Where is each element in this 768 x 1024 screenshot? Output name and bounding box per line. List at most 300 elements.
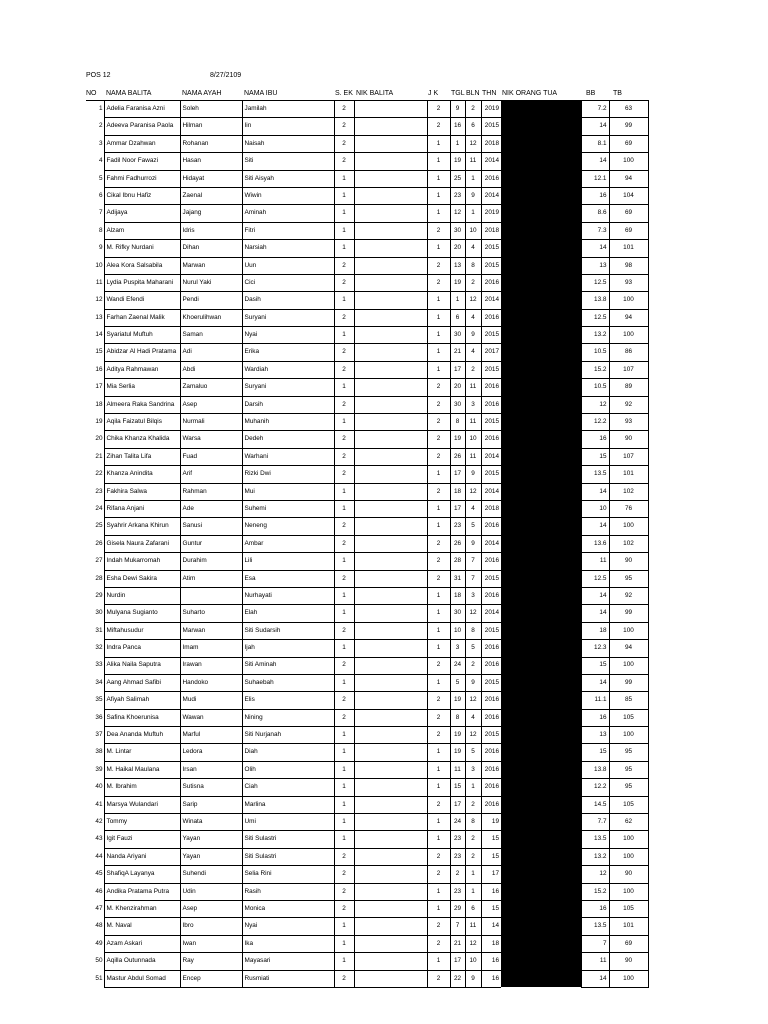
- nama-ibu: Mayasari: [242, 953, 334, 970]
- table-row: [86, 674, 648, 691]
- jk: 2: [427, 448, 450, 465]
- jk: 1: [427, 953, 450, 970]
- nik-orang-tua-redacted: [501, 796, 581, 813]
- sek: 1: [334, 187, 354, 204]
- nama-balita: Mastur Abdul Somad: [104, 970, 180, 987]
- thn: 2014: [481, 448, 501, 465]
- nama-ibu: Suhaebah: [242, 674, 334, 691]
- nama-ibu: Nining: [242, 709, 334, 726]
- thn: 2016: [481, 779, 501, 796]
- row-no: 51: [95, 974, 103, 982]
- tgl: 24: [450, 814, 465, 831]
- nik-balita: [354, 187, 427, 204]
- bln: 5: [465, 518, 481, 535]
- bln: 1: [465, 883, 481, 900]
- nama-balita: M. Ibrahim: [104, 779, 180, 796]
- nik-balita: [354, 431, 427, 448]
- nama-ibu: Nyai: [242, 918, 334, 935]
- bb: 14: [581, 483, 609, 500]
- row-no: 17: [95, 383, 103, 391]
- tb: 69: [609, 935, 648, 952]
- tb: 102: [609, 483, 648, 500]
- nama-balita: Andika Pratama Putra: [104, 883, 180, 900]
- nama-balita: Aang Ahmad Safibi: [104, 674, 180, 691]
- sek: 1: [334, 587, 354, 604]
- sek: 1: [334, 744, 354, 761]
- row-no: 39: [95, 765, 103, 773]
- nama-balita: Wandi Efendi: [104, 292, 180, 309]
- tb: 94: [609, 309, 648, 326]
- nik-orang-tua-redacted: [501, 814, 581, 831]
- bln: 9: [465, 970, 481, 987]
- nama-ibu: Jamilah: [242, 101, 334, 118]
- bln: 6: [465, 118, 481, 135]
- nama-ayah: Dihan: [180, 240, 242, 257]
- nama-ayah: Wawan: [180, 709, 242, 726]
- nik-balita: [354, 605, 427, 622]
- nama-balita: Syariatul Muftuh: [104, 327, 180, 344]
- thn: 2017: [481, 344, 501, 361]
- row-no: 19: [95, 418, 103, 426]
- nama-balita: Zihan Talita Lifa: [104, 448, 180, 465]
- sek: 1: [334, 292, 354, 309]
- thn: 2015: [481, 361, 501, 378]
- thn: 2016: [481, 709, 501, 726]
- tb: 107: [609, 361, 648, 378]
- table-row: [86, 796, 648, 813]
- nama-ibu: Rusmiati: [242, 970, 334, 987]
- tgl: 2: [450, 866, 465, 883]
- thn: 15: [481, 848, 501, 865]
- row-no: 26: [95, 539, 103, 547]
- table-row: [86, 500, 648, 517]
- bb: 14: [581, 153, 609, 170]
- bb: 8.1: [581, 135, 609, 152]
- table-row: [86, 414, 648, 431]
- nik-balita: [354, 935, 427, 952]
- thn: 2015: [481, 570, 501, 587]
- nama-ayah: Mudi: [180, 692, 242, 709]
- nama-balita: Tommy: [104, 814, 180, 831]
- bln: 2: [465, 361, 481, 378]
- row-no: 27: [95, 557, 103, 565]
- nama-balita: Chika Khanza Khalida: [104, 431, 180, 448]
- nama-ayah: Marwan: [180, 622, 242, 639]
- bln: 4: [465, 309, 481, 326]
- nama-balita: M. Lintar: [104, 744, 180, 761]
- nama-ayah: Zaenal: [180, 187, 242, 204]
- nik-orang-tua-redacted: [501, 622, 581, 639]
- nama-ayah: Irsan: [180, 761, 242, 778]
- nama-ayah: Hilman: [180, 118, 242, 135]
- nama-ayah: Sarip: [180, 796, 242, 813]
- nama-ibu: Suryani: [242, 309, 334, 326]
- nik-orang-tua-redacted: [501, 848, 581, 865]
- nama-ibu: Suryani: [242, 379, 334, 396]
- nama-balita: Miftahusudur: [104, 622, 180, 639]
- bb: 14: [581, 605, 609, 622]
- nik-balita: [354, 848, 427, 865]
- tgl: 28: [450, 553, 465, 570]
- bln: 11: [465, 918, 481, 935]
- nama-ayah: Yayan: [180, 848, 242, 865]
- nama-balita: Cikal Ibnu Hafiz: [104, 187, 180, 204]
- bb: 16: [581, 900, 609, 917]
- tb: 94: [609, 640, 648, 657]
- nama-balita: ShafiqA Layanya: [104, 866, 180, 883]
- tgl: 24: [450, 657, 465, 674]
- bb: 14: [581, 240, 609, 257]
- bb: 10: [581, 500, 609, 517]
- table-row: [86, 361, 648, 378]
- nama-balita: Adelia Faranisa Azni: [104, 101, 180, 118]
- nik-balita: [354, 587, 427, 604]
- nik-orang-tua-redacted: [501, 883, 581, 900]
- bb: 7.2: [581, 101, 609, 118]
- bln: 5: [465, 640, 481, 657]
- nik-orang-tua-redacted: [501, 779, 581, 796]
- jk: 2: [427, 848, 450, 865]
- nama-ibu: Siti Aisyah: [242, 170, 334, 187]
- sek: 1: [334, 640, 354, 657]
- nik-orang-tua-redacted: [501, 274, 581, 291]
- tb: 101: [609, 240, 648, 257]
- nik-orang-tua-redacted: [501, 674, 581, 691]
- row-no: 45: [95, 870, 103, 878]
- bb: 13: [581, 727, 609, 744]
- jk: 1: [427, 240, 450, 257]
- sek: 1: [334, 379, 354, 396]
- row-no: 12: [95, 296, 103, 304]
- jk: 2: [427, 414, 450, 431]
- tb: 62: [609, 814, 648, 831]
- thn: 2016: [481, 587, 501, 604]
- sek: 2: [334, 535, 354, 552]
- row-no: 33: [95, 661, 103, 669]
- jk: 1: [427, 640, 450, 657]
- nama-ibu: Dedeh: [242, 431, 334, 448]
- nama-ibu: Iin: [242, 118, 334, 135]
- row-no: 10: [95, 261, 103, 269]
- nama-ibu: Umi: [242, 814, 334, 831]
- bb: 18: [581, 622, 609, 639]
- tb: 94: [609, 170, 648, 187]
- bb: 13.6: [581, 535, 609, 552]
- nama-balita: Adijaya: [104, 205, 180, 222]
- thn: 2018: [481, 135, 501, 152]
- nik-balita: [354, 674, 427, 691]
- nik-orang-tua-redacted: [501, 170, 581, 187]
- table-row: [86, 657, 648, 674]
- tb: 102: [609, 535, 648, 552]
- bb: 11: [581, 953, 609, 970]
- nik-orang-tua-redacted: [501, 727, 581, 744]
- nama-ayah: Asep: [180, 396, 242, 413]
- nik-orang-tua-redacted: [501, 483, 581, 500]
- tb: 95: [609, 744, 648, 761]
- jk: 1: [427, 500, 450, 517]
- nama-balita: Marsya Wulandari: [104, 796, 180, 813]
- thn: 14: [481, 918, 501, 935]
- nama-ibu: Aminah: [242, 205, 334, 222]
- tb: 63: [609, 101, 648, 118]
- nik-balita: [354, 448, 427, 465]
- thn: 2018: [481, 222, 501, 239]
- jk: 1: [427, 900, 450, 917]
- tb: 101: [609, 918, 648, 935]
- row-no: 7: [98, 209, 103, 217]
- thn: 2015: [481, 466, 501, 483]
- nik-balita: [354, 361, 427, 378]
- bb: 14: [581, 518, 609, 535]
- tb: 105: [609, 900, 648, 917]
- thn: 2016: [481, 396, 501, 413]
- tgl: 13: [450, 257, 465, 274]
- tb: 90: [609, 953, 648, 970]
- bb: 15: [581, 744, 609, 761]
- nama-ayah: Fuad: [180, 448, 242, 465]
- nik-orang-tua-redacted: [501, 466, 581, 483]
- bln: 1: [465, 205, 481, 222]
- tgl: 9: [450, 101, 465, 118]
- nik-balita: [354, 500, 427, 517]
- tb: 100: [609, 970, 648, 987]
- row-no: 16: [95, 365, 103, 373]
- table-row: [86, 483, 648, 500]
- tgl: 26: [450, 448, 465, 465]
- tb: 100: [609, 657, 648, 674]
- nama-ayah: Soleh: [180, 101, 242, 118]
- thn: 15: [481, 900, 501, 917]
- nik-balita: [354, 466, 427, 483]
- nama-ibu: Siti: [242, 153, 334, 170]
- report-date: 8/27/2109: [210, 72, 242, 79]
- nik-balita: [354, 344, 427, 361]
- jk: 1: [427, 205, 450, 222]
- nama-ibu: Rizki Dwi: [242, 466, 334, 483]
- tb: 107: [609, 448, 648, 465]
- nama-ayah: Atim: [180, 570, 242, 587]
- thn: 2016: [481, 379, 501, 396]
- nama-balita: Aditya Rahmawan: [104, 361, 180, 378]
- bln: 2: [465, 796, 481, 813]
- nama-balita: M. Rifky Nurdani: [104, 240, 180, 257]
- nik-balita: [354, 883, 427, 900]
- thn: 2019: [481, 101, 501, 118]
- bln: 11: [465, 379, 481, 396]
- nama-balita: Dea Ananda Muftuh: [104, 727, 180, 744]
- tgl: 25: [450, 170, 465, 187]
- table-row: [86, 970, 648, 987]
- nik-balita: [354, 761, 427, 778]
- nama-ibu: Siti Aminah: [242, 657, 334, 674]
- bln: 6: [465, 900, 481, 917]
- jk: 1: [427, 327, 450, 344]
- nama-balita: Igit Fauzi: [104, 831, 180, 848]
- nik-orang-tua-redacted: [501, 970, 581, 987]
- tgl: 23: [450, 883, 465, 900]
- nik-balita: [354, 866, 427, 883]
- sek: 1: [334, 500, 354, 517]
- table-row: [86, 831, 648, 848]
- nama-ibu: Neneng: [242, 518, 334, 535]
- nik-orang-tua-redacted: [501, 831, 581, 848]
- nama-ibu: Muhanih: [242, 414, 334, 431]
- sek: 1: [334, 240, 354, 257]
- tb: 92: [609, 396, 648, 413]
- thn: 2015: [481, 257, 501, 274]
- bb: 14: [581, 587, 609, 604]
- col-header-jk: J K: [428, 90, 439, 97]
- thn: 17: [481, 866, 501, 883]
- nama-ayah: Rahman: [180, 483, 242, 500]
- thn: 2016: [481, 170, 501, 187]
- jk: 1: [427, 622, 450, 639]
- tb: 100: [609, 292, 648, 309]
- nik-balita: [354, 970, 427, 987]
- thn: 15: [481, 831, 501, 848]
- bb: 12.5: [581, 309, 609, 326]
- row-no: 35: [95, 696, 103, 704]
- sek: 2: [334, 118, 354, 135]
- jk: 1: [427, 605, 450, 622]
- row-no: 8: [98, 226, 103, 234]
- table-row: [86, 448, 648, 465]
- bln: 1: [465, 779, 481, 796]
- tgl: 7: [450, 918, 465, 935]
- nama-ayah: Encep: [180, 970, 242, 987]
- bln: 5: [465, 744, 481, 761]
- tb: 105: [609, 796, 648, 813]
- table-row: [86, 431, 648, 448]
- tb: 100: [609, 831, 648, 848]
- nik-orang-tua-redacted: [501, 361, 581, 378]
- jk: 1: [427, 761, 450, 778]
- nama-ibu: Olih: [242, 761, 334, 778]
- jk: 2: [427, 535, 450, 552]
- table-row: [86, 779, 648, 796]
- thn: 2016: [481, 744, 501, 761]
- tgl: 29: [450, 900, 465, 917]
- thn: 2016: [481, 796, 501, 813]
- bb: 12.2: [581, 779, 609, 796]
- nama-ayah: Sanusi: [180, 518, 242, 535]
- nama-ibu: Wardiah: [242, 361, 334, 378]
- jk: 2: [427, 866, 450, 883]
- nik-balita: [354, 396, 427, 413]
- nik-balita: [354, 953, 427, 970]
- thn: 2016: [481, 640, 501, 657]
- jk: 2: [427, 657, 450, 674]
- tb: 89: [609, 379, 648, 396]
- nama-balita: Indah Mukarromah: [104, 553, 180, 570]
- tb: 95: [609, 570, 648, 587]
- row-no: 41: [95, 800, 103, 808]
- nama-ayah: Imam: [180, 640, 242, 657]
- nama-balita: Alzam: [104, 222, 180, 239]
- sek: 1: [334, 918, 354, 935]
- row-no: 15: [95, 348, 103, 356]
- bln: 11: [465, 414, 481, 431]
- row-no: 48: [95, 922, 103, 930]
- tb: 100: [609, 727, 648, 744]
- table-row: [86, 205, 648, 222]
- row-no: 49: [95, 939, 103, 947]
- nik-balita: [354, 900, 427, 917]
- sek: 1: [334, 761, 354, 778]
- nik-balita: [354, 222, 427, 239]
- table-row: [86, 535, 648, 552]
- nama-balita: Ammar Dzahwan: [104, 135, 180, 152]
- row-no: 9: [98, 244, 103, 252]
- bln: 9: [465, 327, 481, 344]
- nama-balita: M. Haikal Maulana: [104, 761, 180, 778]
- table-row: [86, 222, 648, 239]
- sek: 1: [334, 831, 354, 848]
- nik-balita: [354, 727, 427, 744]
- nama-ibu: Uun: [242, 257, 334, 274]
- bln: 11: [465, 153, 481, 170]
- nama-balita: Aqilla Outunnada: [104, 953, 180, 970]
- bln: 9: [465, 535, 481, 552]
- row-no: 14: [95, 331, 103, 339]
- nama-ayah: Khoerulihwan: [180, 309, 242, 326]
- row-no: 32: [95, 644, 103, 652]
- nik-orang-tua-redacted: [501, 135, 581, 152]
- row-no: 37: [95, 731, 103, 739]
- bln: 12: [465, 292, 481, 309]
- tgl: 17: [450, 796, 465, 813]
- nama-balita: Nurdin: [104, 587, 180, 604]
- nik-orang-tua-redacted: [501, 327, 581, 344]
- jk: 1: [427, 744, 450, 761]
- jk: 2: [427, 727, 450, 744]
- col-header-sek: S. EK: [335, 90, 353, 97]
- tgl: 21: [450, 344, 465, 361]
- bb: 8.6: [581, 205, 609, 222]
- tb: 100: [609, 848, 648, 865]
- table-row: [86, 761, 648, 778]
- jk: 1: [427, 779, 450, 796]
- nama-ayah: Handoko: [180, 674, 242, 691]
- bb: 13.2: [581, 327, 609, 344]
- nama-ayah: [180, 587, 242, 604]
- bln: 2: [465, 274, 481, 291]
- nama-ayah: Iwan: [180, 935, 242, 952]
- table-row: [86, 257, 648, 274]
- nik-orang-tua-redacted: [501, 205, 581, 222]
- bb: 7.3: [581, 222, 609, 239]
- nama-balita: Fakhira Salwa: [104, 483, 180, 500]
- row-no: 43: [95, 835, 103, 843]
- table-row: [86, 153, 648, 170]
- tgl: 8: [450, 709, 465, 726]
- row-no: 11: [95, 278, 103, 286]
- tb: 90: [609, 866, 648, 883]
- nama-ibu: Rasih: [242, 883, 334, 900]
- col-header-nama-ibu: NAMA IBU: [244, 90, 278, 97]
- pos-label: POS 12: [86, 72, 111, 79]
- bb: 15: [581, 657, 609, 674]
- tb: 69: [609, 135, 648, 152]
- nik-orang-tua-redacted: [501, 153, 581, 170]
- row-no: 4: [98, 157, 103, 165]
- sek: 1: [334, 796, 354, 813]
- nama-ayah: Asep: [180, 900, 242, 917]
- nama-balita: Syahrir Arkana Khirun: [104, 518, 180, 535]
- row-no: 34: [95, 678, 103, 686]
- nik-orang-tua-redacted: [501, 344, 581, 361]
